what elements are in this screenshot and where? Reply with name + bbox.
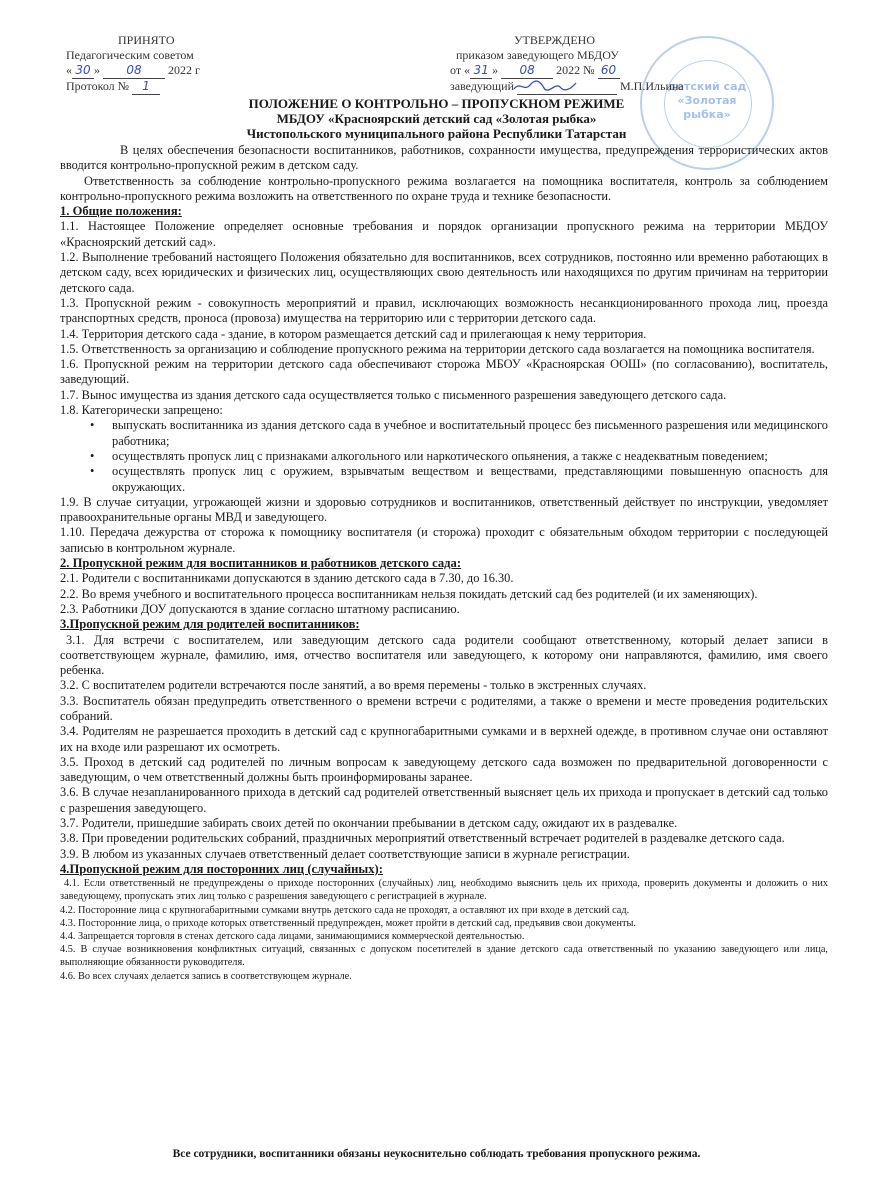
approval-block-left (66, 33, 200, 95)
clause-1-8: 1.8. Категорически запрещено: (60, 403, 223, 418)
clause-4-6: 4.6. Во всех случаях делается запись в соответствующем журнале. (60, 970, 352, 982)
list-item: • осуществлять пропуск лиц с признаками алкогольного или наркотического опьянения, а также с неадекватным поведением; (112, 449, 828, 464)
clause-3-9: 3.9. В любом из указанных случаев ответственный делает соответствующие записи в журнале регистрации. (60, 846, 630, 861)
head-signature-line: заведующий М.П.Ильина (450, 79, 684, 93)
list-item: • осуществлять пропуск лиц с оружием, взрывчатым веществом и веществами, представляющими повышенную опасность для окружающих. (112, 464, 828, 495)
protocol-number: Протокол № 1 (66, 79, 200, 95)
pedagogical-council-label: Педагогическим советом (66, 48, 194, 62)
document-title-line1: ПОЛОЖЕНИЕ О КОНТРОЛЬНО – ПРОПУСКНОМ РЕЖИМЕ (248, 96, 625, 111)
clause-2-2: 2.2. Во время учебного и воспитательного процесса воспитанникам нельзя покидать детский сад без родителей (и их заменяющих). (60, 586, 758, 601)
handwritten-signature (512, 79, 578, 93)
clause-3-8: 3.8. При проведении родительских собраний, праздничных мероприятий ответственный встречает родителей в раздевалке детского сада. (60, 831, 785, 846)
order-label: приказом заведующего МБДОУ (456, 48, 619, 62)
clause-1-5: 1.5. Ответственность за организацию и соблюдение пропускного режима на территории детского сада возлагается на помощника воспитателя. (60, 341, 815, 356)
clause-4-1: 4.1. Если ответственный не предупреждены о приходе посторонних (случайных) лиц, необходимо выяснить цель их прихода, проверить документы и доложить о них заведующему, пропускать этих лиц только с разрешения заведующего с регистрацией в журнале. (60, 878, 828, 903)
clause-3-6: 3.6. В случае незапланированного прихода в детский сад родителей ответственный выясняет цель их прихода и пропускает в детский сад только с разрешения заведующего. (60, 785, 828, 815)
approved-title: УТВЕРЖДЕНО (514, 33, 596, 47)
clause-4-3: 4.3. Посторонние лица, о приходе которых ответственный предупрежден, может пройти в детский сад, предъявив свои документы. (60, 917, 637, 929)
clause-3-2: 3.2. С воспитателем родители встречаются после занятий, а во время перемены - только в экстренных случаях. (60, 678, 647, 693)
clause-1-10: 1.10. Передача дежурства от сторожа к помощнику воспитателя (и сторожа) проходит с обязательным обходом территории с последующей записью в контрольном журнале. (60, 525, 828, 555)
clause-4-4: 4.4. Запрещается торговля в стенах детского сада лицами, занимающимися коммерческой деятельностью. (60, 931, 525, 943)
clause-1-3: 1.3. Пропускной режим - совокупность мероприятий и правил, исключающих возможность несанкционированного прохода лиц, проезда транспортных средств, проноса (провоза) имущества на территорию или с территории детского сада. (60, 295, 828, 326)
section-3-heading: 3.Пропускной режим для родителей воспитанников: (60, 617, 360, 632)
clause-2-3: 2.3. Работники ДОУ допускаются в здание согласно штатному расписанию. (60, 601, 460, 616)
clause-2-1: 2.1. Родители с воспитанниками допускаются в зданию детского сада в 7.30, до 16.30. (60, 571, 514, 586)
section-2-heading: 2. Пропускной режим для воспитанников и работников детского сада: (60, 556, 462, 571)
stamp-text: детский сад «Золотая рыбка» (667, 80, 747, 121)
intro-paragraph-1: В целях обеспечения безопасности воспитанников, работников, сохранности имущества, предупреждения террористических актов вводится контрольно-пропускной режим в детском саду. (60, 143, 828, 173)
clause-1-9: 1.9. В случае ситуации, угрожающей жизни и здоровью сотрудников и воспитанников, ответственный действует по инструкции, уведомляет правоохранительные органы МВД и заведующего. (60, 494, 828, 525)
section-4-heading: 4.Пропускной режим для посторонних лиц (случайных): (60, 861, 383, 876)
section-1-heading: 1. Общие положения: (60, 204, 182, 219)
clause-1-6: 1.6. Пропускной режим на территории детского сада обеспечивают сторожа МБОУ «Красноярская ООШ» (по согласованию), воспитатель, заведующий. (60, 357, 828, 387)
prohibitions-list (60, 418, 828, 494)
document-body (60, 143, 828, 983)
clause-4-2: 4.2. Посторонние лица с крупногабаритными сумками внутрь детского сада не проходят, а оставляют их при входе в детский сад. (60, 904, 630, 916)
clause-4-5: 4.5. В случае возникновения конфликтных ситуаций, связанных с допуском посетителей в здание детского сада ответственный по указанию заведующего или лица, выполняющие обязанности руководителя. (60, 944, 828, 969)
clause-3-3: 3.3. Воспитатель обязан предупредить ответственного о времени встречи с родителями, а также о времени и месте проведения родительских собраний. (60, 693, 828, 723)
clause-1-7: 1.7. Вынос имущества из здания детского сада осуществляется только с письменного разрешения заведующего детского сада. (60, 387, 727, 402)
clause-3-4: 3.4. Родителям не разрешается проходить в детский сад с крупногабаритными сумками и в верхней одежде, в противном случае они оставляют их на входе или разрешают их осмотреть. (60, 724, 828, 754)
accepted-title: ПРИНЯТО (118, 33, 175, 47)
council-date: « 30 » 08 2022 г (66, 63, 200, 77)
clause-3-1: 3.1. Для встречи с воспитателем, или заведующим детского сада родители сообщают ответственному, который делает записи в соответствующем журнале, фамилию, имя, отчество воспитателя или заведующего, к которому они направляются, фамилию, имя своего ребенка. (60, 632, 828, 678)
clause-1-2: 1.2. Выполнение требований настоящего Положения обязательно для воспитанников, всех сотрудников, постоянно или временно работающих в детском саду, всех юридических и физических лиц, осуществляющих свою деятельность или находящихся по другим причинам на территории детского сада. (60, 250, 828, 295)
document-title-line3: Чистопольского муниципального района Республики Татарстан (246, 126, 627, 141)
closing-statement: Все сотрудники, воспитанники обязаны неукоснительно соблюдать требования пропускного режима. (172, 1148, 701, 1160)
clause-1-4: 1.4. Территория детского сада - здание, в котором размещается детский сад и прилегающая к нему территория. (60, 326, 647, 341)
clause-3-7: 3.7. Родители, пришедшие забирать своих детей по окончании пребывании в детском саду, ожидают их в раздевалке. (60, 816, 678, 831)
intro-paragraph-2: Ответственность за соблюдение контрольно-пропускного режима возлагается на помощника воспитателя, контроль за соблюдением контрольно-пропускного режима возложить на ответственного по охране труда и технике безопасности. (60, 173, 828, 203)
order-date: от « 31 » 08 2022 № 60 (450, 63, 684, 79)
clause-3-5: 3.5. Проход в детский сад родителей по личным вопросам к заведующему детского сада возможен по предварительной договоренности с заведующим, о чем ответственный должны быть проинформированы заранее. (60, 754, 828, 785)
document-title-line2: МБДОУ «Красноярский детский сад «Золотая рыбка» (276, 111, 597, 126)
clause-1-1: 1.1. Настоящее Положение определяет основные требования и порядок организации пропускного режима на территории МБДОУ «Красноярский детский сад». (60, 219, 828, 249)
list-item: • выпускать воспитанника из здания детского сада в учебное и воспитательный процесс без письменного разрешения или медицинского работника; (112, 418, 828, 449)
